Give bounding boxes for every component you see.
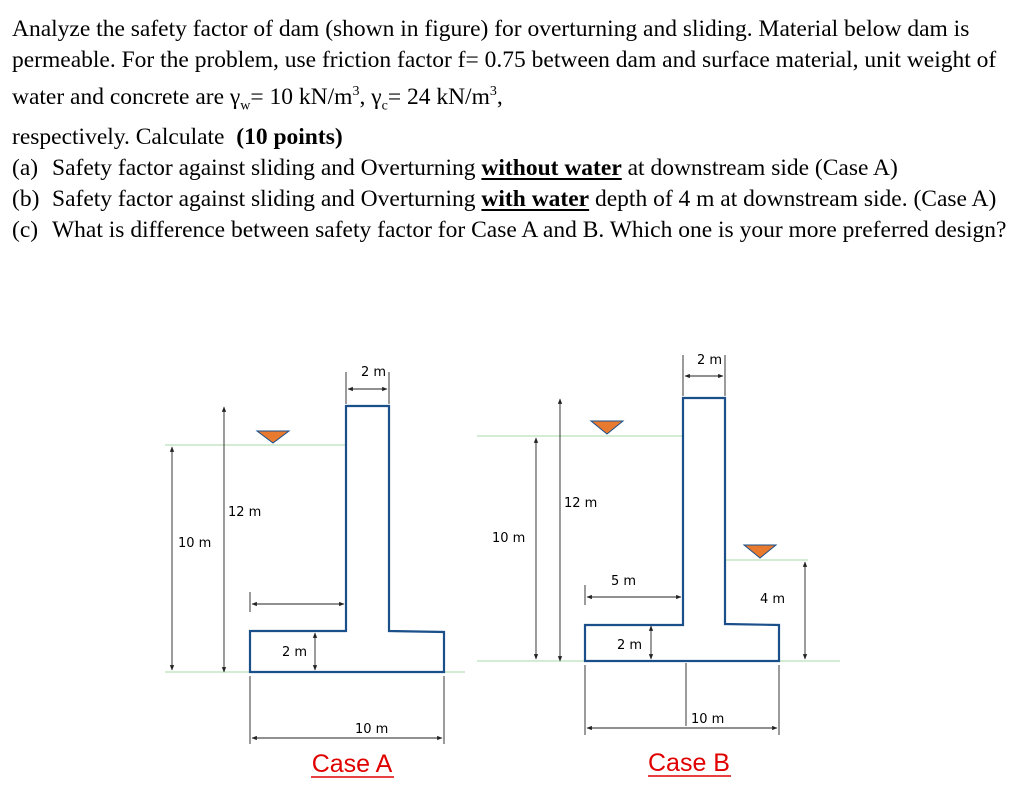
- case-b-caption: Case B: [648, 749, 730, 777]
- case-b-top-width-label: 2 m: [697, 353, 723, 368]
- points-label: (10 points): [236, 123, 343, 150]
- case-a-top-width-label: 2 m: [361, 365, 387, 380]
- case-b-total-height-label: 10 m: [492, 531, 526, 546]
- case-b-heel-length-label: 5 m: [611, 574, 637, 589]
- case-b-upstream-height-label: 12 m: [564, 496, 598, 511]
- case-a-base-width-label: 10 m: [355, 722, 389, 737]
- case-a-upstream-height-label: 12 m: [228, 505, 262, 520]
- case-b-heel-thickness-label: 2 m: [617, 638, 643, 653]
- case-b-diagram: [477, 353, 840, 777]
- case-a-dam-outline: [250, 406, 444, 672]
- case-b-downstream-marker-icon: [744, 545, 776, 558]
- case-a-caption: Case A: [311, 750, 393, 778]
- case-b-base-width-label: 10 m: [691, 712, 725, 727]
- part-c: (c) What is difference between safety factor for Case A and B. Which one is your more preferred design?: [12, 216, 1007, 243]
- problem-intro: Analyze the safety factor of dam (shown in figure) for overturning and sliding. Material below dam is permeable. For the problem, use friction factor f= 0.75 between dam and surface material, unit weight of water and concrete are $\gamma_w= 10$ $kN/m^3$, $\gamma_c= 24$ $kN/m^3$, respectively. Calculate (10 points): [12, 16, 997, 150]
- case-a-total-height-label: 10 m: [178, 536, 212, 551]
- case-b-dam-outline: [585, 398, 779, 661]
- case-a-heel-thickness-label: 2 m: [282, 645, 308, 660]
- part-b: (b) Safety factor against sliding and Overturning with water depth of 4 m at downstream side. (Case A): [12, 185, 997, 212]
- part-a: (a) Safety factor against sliding and Overturning without water at downstream side (Case A): [12, 154, 898, 181]
- case-b-water-marker-icon: [591, 421, 623, 434]
- case-a-water-marker-icon: [257, 431, 289, 443]
- case-a-diagram: [165, 365, 465, 778]
- case-b-downstream-depth-label: 4 m: [760, 592, 786, 607]
